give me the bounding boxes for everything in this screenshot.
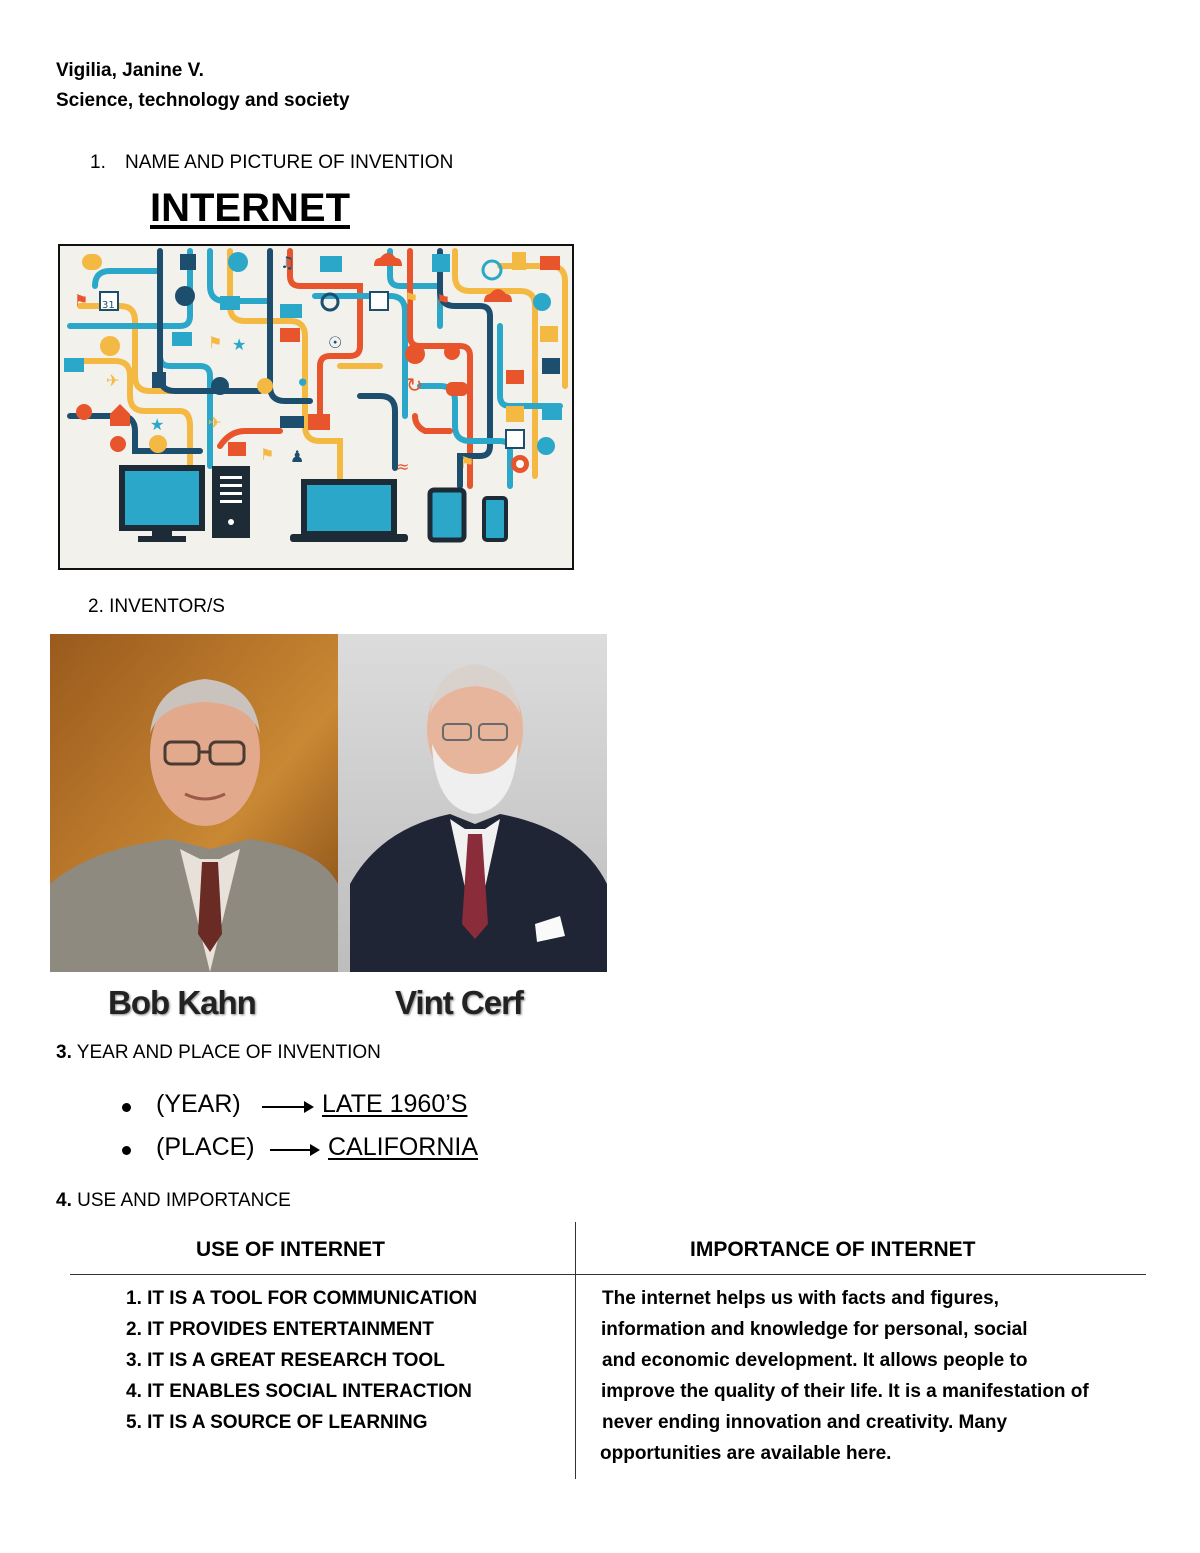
- use-item: 3. IT IS A GREAT RESEARCH TOOL: [126, 1350, 445, 1371]
- device-icons: [122, 466, 506, 542]
- student-name: Vigilia, Janine V.: [56, 60, 204, 81]
- network-lines-graphic: [60, 246, 572, 568]
- importance-line: never ending innovation and creativity. Many: [602, 1412, 1008, 1433]
- svg-text:★: ★: [232, 335, 247, 354]
- svg-text:⚑: ⚑: [208, 333, 223, 352]
- svg-text:☉: ☉: [328, 333, 343, 352]
- inventor-caption-left: Bob Kahn: [108, 984, 256, 1021]
- place-value: CALIFORNIA: [328, 1133, 479, 1161]
- section4-heading: [56, 1190, 291, 1212]
- table-header-rule: [70, 1274, 1146, 1275]
- svg-text:≈: ≈: [396, 457, 410, 476]
- svg-text:⚑: ⚑: [74, 291, 89, 310]
- table-column-divider: [575, 1222, 576, 1479]
- svg-text:↻: ↻: [406, 373, 423, 397]
- inventors-photo: [50, 634, 607, 1028]
- section4-heading-text: USE AND IMPORTANCE: [77, 1190, 291, 1211]
- svg-text:♫: ♫: [280, 253, 295, 272]
- section3-number: 3.: [56, 1042, 72, 1063]
- section1-number: 1.: [90, 152, 106, 173]
- importance-line: and economic development. It allows people to: [602, 1350, 1028, 1371]
- section3-heading-text: YEAR AND PLACE OF INVENTION: [76, 1042, 381, 1063]
- importance-line: opportunities are available here.: [600, 1443, 892, 1464]
- svg-text:★: ★: [150, 415, 165, 434]
- inventors-portraits: [50, 634, 607, 1028]
- section2-number: 2.: [88, 596, 104, 617]
- internet-illustration: [58, 244, 574, 570]
- svg-text:♟: ♟: [290, 447, 305, 466]
- bullet-place: [122, 1146, 131, 1155]
- column-header-use: USE OF INTERNET: [196, 1238, 386, 1261]
- invention-title: INTERNET: [150, 186, 350, 230]
- place-label: (PLACE): [156, 1133, 255, 1161]
- inventor-caption-right: Vint Cerf: [395, 984, 523, 1021]
- column-header-importance: IMPORTANCE OF INTERNET: [690, 1238, 976, 1261]
- svg-text:31: 31: [102, 300, 115, 311]
- svg-text:⚑: ⚑: [260, 445, 275, 464]
- importance-line: information and knowledge for personal, social: [601, 1319, 1028, 1340]
- course-name: Science, technology and society: [56, 90, 350, 111]
- section2-heading: [88, 596, 225, 618]
- svg-text:⚑: ⚑: [404, 289, 419, 308]
- section4-number: 4.: [56, 1190, 72, 1211]
- year-label: (YEAR): [156, 1090, 241, 1118]
- importance-line: improve the quality of their life. It is a manifestation of: [601, 1381, 1089, 1402]
- bullet-year: [122, 1103, 131, 1112]
- svg-text:⚑: ⚑: [460, 453, 475, 472]
- year-arrow-icon: [262, 1106, 312, 1108]
- place-arrow-icon: [270, 1149, 318, 1151]
- use-item: 4. IT ENABLES SOCIAL INTERACTION: [126, 1381, 472, 1402]
- section3-heading: [56, 1042, 381, 1064]
- svg-text:✈: ✈: [208, 413, 222, 432]
- svg-text:✈: ✈: [106, 371, 120, 390]
- use-item: 1. IT IS A TOOL FOR COMMUNICATION: [126, 1288, 478, 1309]
- importance-line: The internet helps us with facts and figures,: [602, 1288, 999, 1309]
- year-value: LATE 1960’S: [322, 1090, 468, 1118]
- section2-heading-text: INVENTOR/S: [109, 596, 225, 617]
- use-item: 2. IT PROVIDES ENTERTAINMENT: [126, 1319, 434, 1340]
- svg-text:⚫: ⚫: [296, 373, 310, 392]
- svg-text:⚑: ⚑: [436, 291, 451, 310]
- use-item: 5. IT IS A SOURCE OF LEARNING: [126, 1412, 428, 1433]
- section1-heading: NAME AND PICTURE OF INVENTION: [125, 152, 454, 173]
